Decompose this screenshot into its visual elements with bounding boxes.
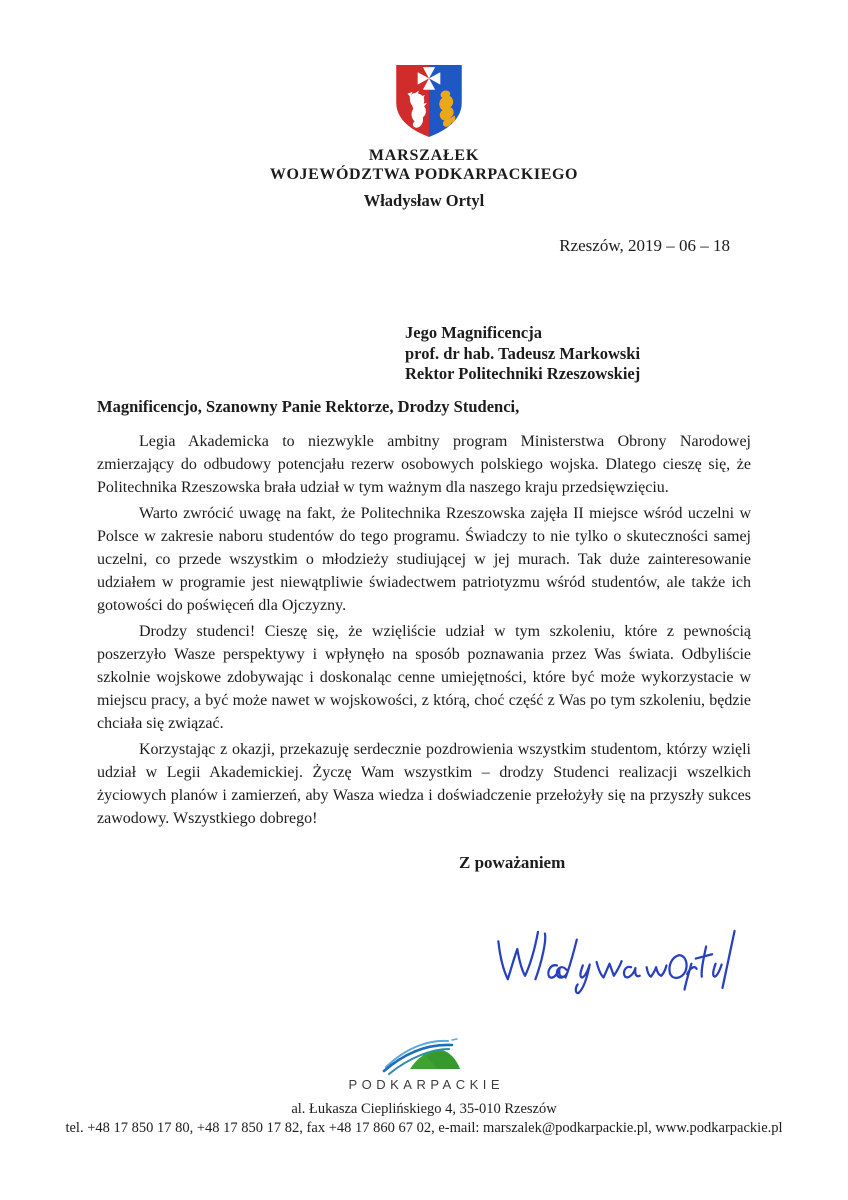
body-paragraph: Warto zwrócić uwagę na fakt, że Politechnika Rzeszowska zajęła II miejsce wśród uczelni w Polsce w zakresie naboru studentów do tego programu. Świadczy to nie tylko o skuteczności samej uczelni, co przede wszystkim o młodzieży studiującej w jej murach. Tak duże zainteresowanie udziałem w programie jest niewątpliwie świadectwem patriotyzmu wśród studentów, ale także ich gotowości do poświęceń dla Ojczyzny. (97, 505, 751, 614)
handwritten-signature-icon (488, 918, 738, 1006)
body-paragraph: Drodzy studenci! Cieszę się, że wzięliście udział w tym szkoleniu, które z pewnością poszerzyło Wasze perspektywy i wpłynęło na sposób poznawania przez Was świata. Odbyliście szkolnie wojskowe zdobywając i doskonaląc cenne umiejętności, które być może wykorzystacie w miejscu pracy, a być może nawet w wojskowości, z którą, choć część z Was po tym szkoleniu, będzie chciała się związać. (97, 623, 751, 732)
addressee-block (405, 323, 640, 385)
closing-phrase: Z poważaniem (459, 853, 566, 872)
salutation: Magnificencjo, Szanowny Panie Rektorze, Drodzy Studenci, (97, 397, 520, 416)
sender-name: Władysław Ortyl (363, 191, 485, 210)
podkarpackie-logo-icon (376, 1036, 472, 1076)
sender-title-line2: WOJEWÓDZTWA PODKARPACKIEGO (269, 166, 579, 183)
addressee-line2: prof. dr hab. Tadeusz Markowski (405, 343, 641, 363)
sender-title-line1: MARSZAŁEK (368, 147, 480, 164)
podkarpackie-crest-icon (393, 63, 465, 139)
body-paragraph: Legia Akademicka to niezwykle ambitny program Ministerstwa Obrony Narodowej zmierzający do odbudowy potencjału rezerw osobowych polskiego wojska. Dlatego cieszę się, że Politechnika Rzeszowska brała udział w tym ważnym dla naszego kraju przedsięwzięciu. (97, 433, 751, 496)
addressee-line1: Jego Magnificencja (405, 323, 543, 342)
footer-contacts: tel. +48 17 850 17 80, +48 17 850 17 82, fax +48 17 860 67 02, e-mail: marszalek@podkarpackie.pl, www.podkarpackie.pl (65, 1120, 783, 1136)
logo-wordmark: PODKARPACKIE (348, 1077, 505, 1092)
footer-address: al. Łukasza Cieplińskiego 4, 35-010 Rzeszów (291, 1101, 557, 1117)
podkarpackie-logo (0, 1036, 848, 1092)
addressee-line3: Rektor Politechniki Rzeszowskiej (405, 364, 641, 383)
body-paragraph: Korzystając z okazji, przekazuję serdecznie pozdrowienia wszystkim studentom, którzy wzięli udział w Legii Akademickiej. Życzę Wam wszystkim – drodzy Studenci realizacji wszelkich życiowych planów i zamierzeń, aby Wasza wiedza i doświadczenie przełożyły się na przyszły sukces zawodowy. Wszystkiego dobrego! (97, 741, 751, 827)
dateline: Rzeszów, 2019 – 06 – 18 (559, 236, 730, 255)
letter-body (97, 430, 751, 833)
